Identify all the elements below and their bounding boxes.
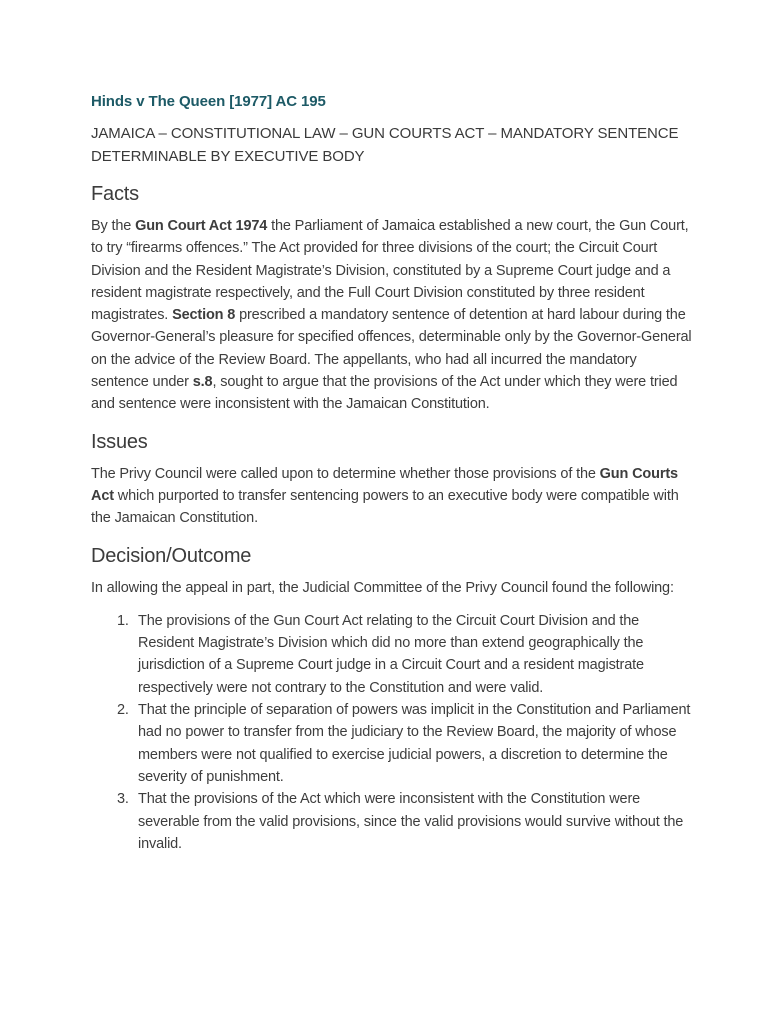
list-item-number: 2. — [117, 702, 129, 719]
decision-intro: In allowing the appeal in part, the Judicial Committee of the Privy Council found the following: — [91, 579, 674, 596]
list-item — [91, 699, 695, 788]
list-item-number: 1. — [117, 612, 129, 629]
list-item — [91, 788, 695, 855]
facts-paragraph: By the Gun Court Act 1974 the Parliament of Jamaica established a new court, the Gun Court, to try “firearms offences.” The Act provided for three divisions of the court; the Circuit Court Division and the Resident Magistrate’s Division, constituted by a Supreme Court judge and a resident magistrate respectively, and the Full Court Division constituted by three resident magistrates. Section 8 prescribed a mandatory sentence of detention at hard labour during the Governor-General’s pleasure for specified offences, determinable only by the Governor-General on the advice of the Review Board. The appellants, who had all incurred the mandatory sentence under s.8, sought to argue that the provisions of the Act under which they were tried and sentence were inconsistent with the Jamaican Constitution. — [91, 218, 692, 413]
list-item-number: 3. — [117, 791, 129, 808]
case-title: Hinds v The Queen [1977] AC 195 — [91, 93, 326, 110]
section-heading-decision: Decision/Outcome — [91, 544, 252, 567]
case-headnote: JAMAICA – CONSTITUTIONAL LAW – GUN COURTS ACT – MANDATORY SENTENCE DETERMINABLE BY EXECUTIVE BODY — [91, 125, 679, 165]
list-item-text: That the provisions of the Act which were inconsistent with the Constitution were severable from the valid provisions, since the valid provisions would survive without the invalid. — [138, 791, 684, 852]
list-item — [91, 610, 695, 699]
decision-list — [91, 610, 695, 855]
list-item-text: That the principle of separation of powers was implicit in the Constitution and Parliament had no power to transfer from the judiciary to the Review Board, the majority of whose members were not qualified to exercise judicial powers, a discretion to determine the severity of punishment. — [138, 702, 691, 785]
list-item-text: The provisions of the Gun Court Act relating to the Circuit Court Division and the Resident Magistrate’s Division which did no more than extend geographically the jurisdiction of a Supreme Court judge in a Circuit Court and a resident magistrate respectively were not contrary to the Constitution and were valid. — [138, 612, 644, 696]
section-heading-facts: Facts — [91, 183, 139, 205]
document-content — [91, 92, 695, 855]
section-heading-issues: Issues — [91, 430, 148, 453]
issues-paragraph: The Privy Council were called upon to determine whether those provisions of the Gun Courts Act which purported to transfer sentencing powers to an executive body were compatible with the Jamaican Constitution. — [91, 465, 679, 527]
